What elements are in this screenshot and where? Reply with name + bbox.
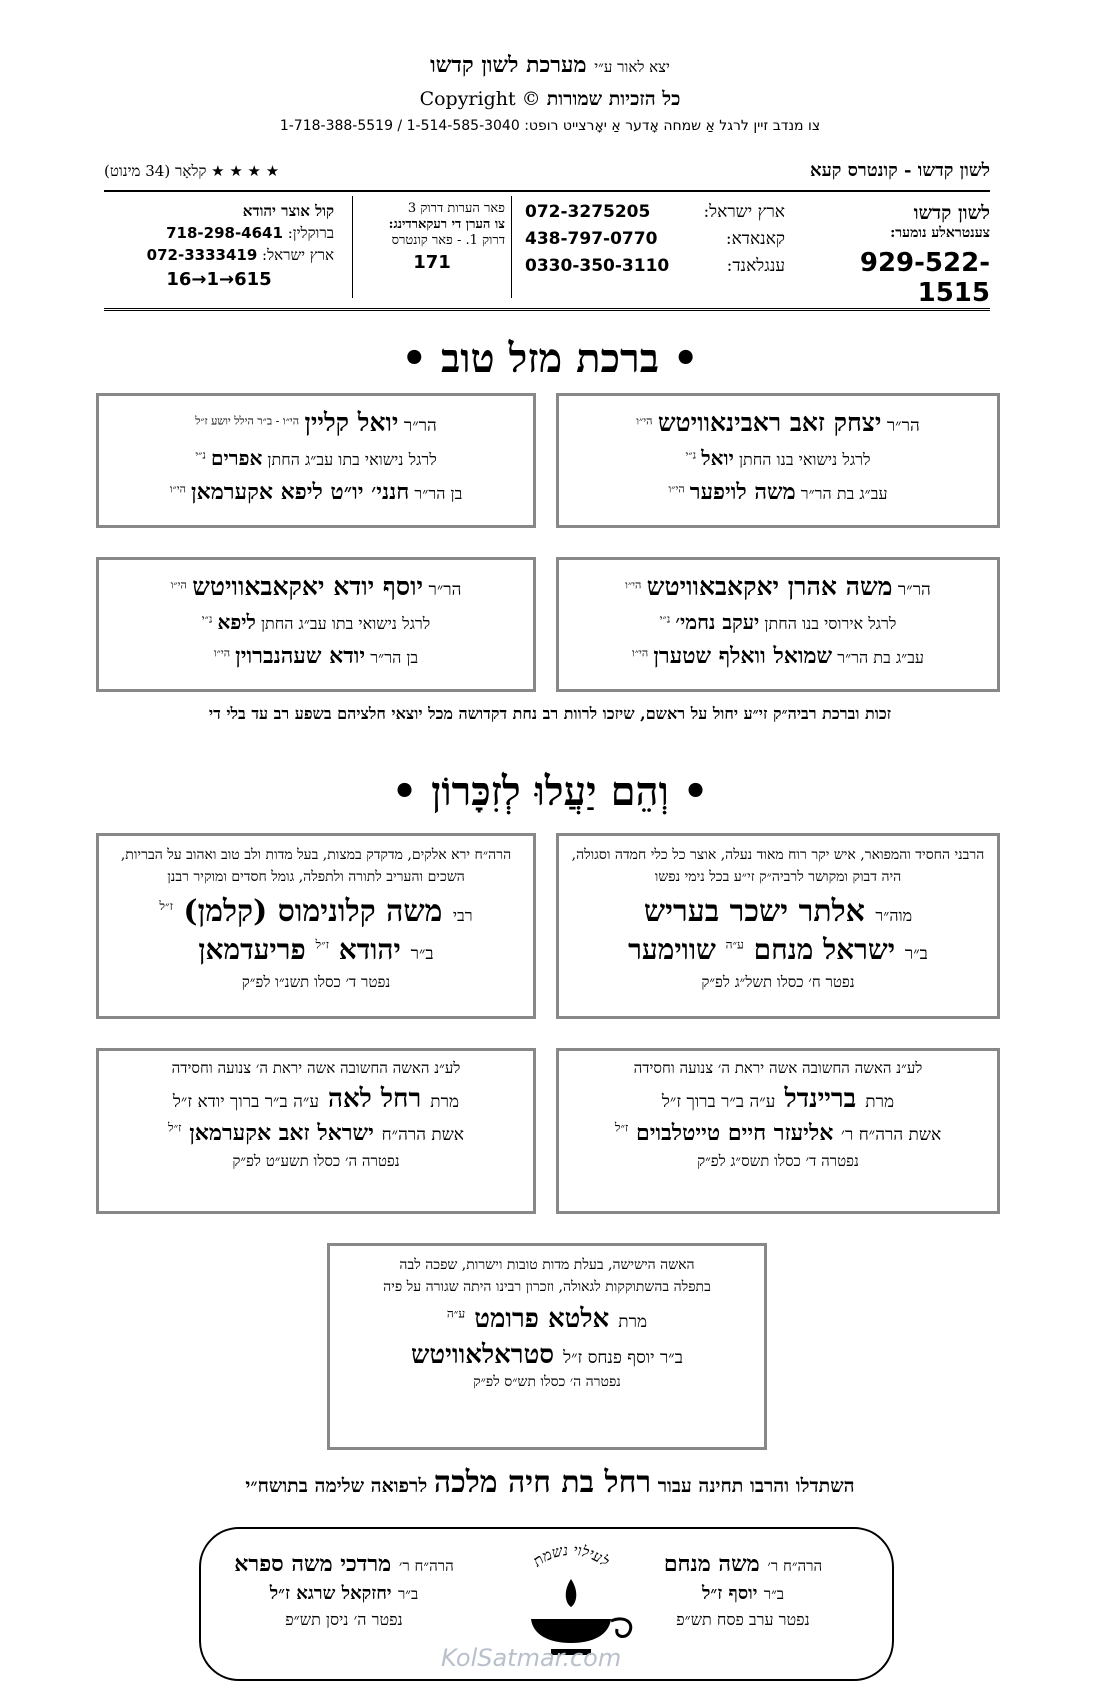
subheader [104,160,990,186]
publisher-line: יצא לאור ע״י מערכת לשון קדשו [430,52,670,78]
mazal-tov-box: הר״ר יוסף יודא יאקאבאוויטש $^{הי״ו}$ לרגל נישואי בתו עב״ג החתן ליפא $^{נ״י}$ בן הר״ר יודא שעהנברוין $^{הי״ו}$ [96,557,536,692]
press-instructions: פאר הערות דרוק 3 צו הערן די רעקארדינג: דרוק 1. - פאר קונטרס 171 [352,196,512,298]
central-number: לשון קדשו צענטראלע נומער: 929-522-1515 [800,202,990,308]
memorial-box: הרה״ח ירא אלקים, מדקדק במצות, בעל מדות ולב טוב ואהוב על הבריות, השכים והעריב לתורה ולתפלה, גומל חסדים ומוקיר רבנן רבי משה קלונימוס (קלמן) $^{ז״ל}$ ב״ר יהודא $^{ז״ל}$ פריעדמאן נפטר ד׳ כסלו תשנ״ו לפ״ק [96,833,536,1019]
watermark: KolSatmar.com [441,1644,622,1672]
copyright-line: כל הזכיות שמורות Copyright © [419,88,681,110]
bottom-memorial-plaque [199,1527,894,1681]
regional-phones [525,202,785,283]
memorial-box: הרבני החסיד והמפואר, איש יקר רוח מאוד נעלה, אוצר כל כלי חמדה וסגולה, היה דבוק ומקושר לרביה״ק זי״ע בכל נימי נפשו מוה״ר אלתר ישכר בעריש ב״ר ישראל מנחם $^{ע״ה}$ שווימער נפטר ח׳ כסלו תשל״ג לפ״ק [556,833,1000,1019]
memorial-box: לע״נ האשה החשובה אשה יראת ה׳ צנועה וחסידה מרת רחל לאה ע״ה ב״ר ברוך יודא ז״ל אשת הרה״ח ישראל זאב אקערמאן $^{ז״ל}$ נפטרה ה׳ כסלו תשע״ט לפ״ק [96,1048,536,1214]
kol-otzar-yehuda: קול אוצר יהודא ברוקלין: 718-298-4641 ארץ ישראל: 072-3333419 16→1→615 [104,202,334,290]
phone-row: קאנאדא: 438-797-0770 [525,229,785,249]
mazal-tov-box: הר״ר משה אהרן יאקאבאוויטש $^{הי״ו}$ לרגל אירוסי בנו החתן יעקב נחמי׳ $^{נ״י}$ עב״ג בת הר״ר שמואל וואלף שטערן $^{הי״ו}$ [556,557,1000,692]
dedication-phone-line: צו מנדב זיין לרגל אַ שמחה אָדער אַ יאָרצייט רופט: 1-514-585-3040 / 1-718-388-5519 [279,118,821,134]
blessing-line: זכות וברכת רביה״ק זי״ע יחול על ראשם, שיזכו לרוות רב נחת דקדושה מכל יוצאי חלציהם בשפע רב עד בלי די [208,704,892,723]
booklet-title: לשון קדשו - קונטרס קעא [810,160,990,181]
phone-row: ארץ ישראל: 072-3275205 [525,202,785,222]
phone-row: ענגלאנד: 0330-350-3110 [525,256,785,276]
phone-info-bar [104,190,990,311]
lamp-caption: לעילוי נשמת [529,1540,613,1571]
central-phone-number: 929-522-1515 [859,248,990,308]
center-memorial-box: האשה הישישה, בעלת מדות טובות וישרות, שפכה לבה בתפלה בהשתוקקות לגאולה, וזכרון רבינו היתה שגורה על פיה מרת אלטא פרומט $^{ע״ה}$ ב״ר יוסף פנחס ז״ל סטראלאוויטש נפטרה ה׳ כסלו תש״ס לפ״ק [327,1243,767,1450]
section-title-mazal-tov: • ברכת מזל טוב • [401,335,699,382]
mazal-tov-box: הר״ר יצחק זאב ראבינאוויטש $^{הי״ו}$ לרגל נישואי בנו החתן יואל $^{נ״י}$ עב״ג בת הר״ר משה לויפער $^{הי״ו}$ [556,393,1000,528]
mazal-tov-box: הר״ר יואל קליין $^{הי״ו - ב״ר הילל יושע ז״ל}$ לרגל נישואי בתו עב״ג החתן אפרים $^{נ״י}$ בן הר״ר חנני׳ יו״ט ליפא אקערמאן $^{הי״ו}$ [96,393,536,528]
refuah-request: השתדלו והרבו תחינה עבור רחל בת חיה מלכה לרפואה שלימה בתושח״י [245,1465,855,1500]
section-title-memorial: • וְהֵם יַעֲלוּ לְזִכָּרוֹן • [391,768,709,815]
svg-text:לעילוי נשמת [529,1541,613,1571]
publisher-name: מערכת לשון קדשו [430,52,587,78]
memorial-box: לע״נ האשה החשובה אשה יראת ה׳ צנועה וחסידה מרת ברײנדל ע״ה ב״ר ברוך ז״ל אשת הרה״ח ר׳ אליעזר חיים טייטלבוים $^{ז״ל}$ נפטרה ד׳ כסלו תשס״ג לפ״ק [556,1048,1000,1214]
rating-duration: ★ ★ ★ ★ קלאָר (34 מינוט) [104,162,280,180]
booklet-number: 171 [413,252,451,273]
dial-code: 16→1→615 [166,269,272,290]
bottom-memorial-right: הרה״ח ר׳ משה מנחם ב״ר יוסף ז״ל נפטר ערב פסח תש״פ [663,1551,823,1629]
bottom-memorial-left: הרה״ח ר׳ מרדכי משה ספרא ב״ר יחזקאל שרגא ז״ל נפטר ה׳ ניסן תש״פ [234,1551,454,1629]
